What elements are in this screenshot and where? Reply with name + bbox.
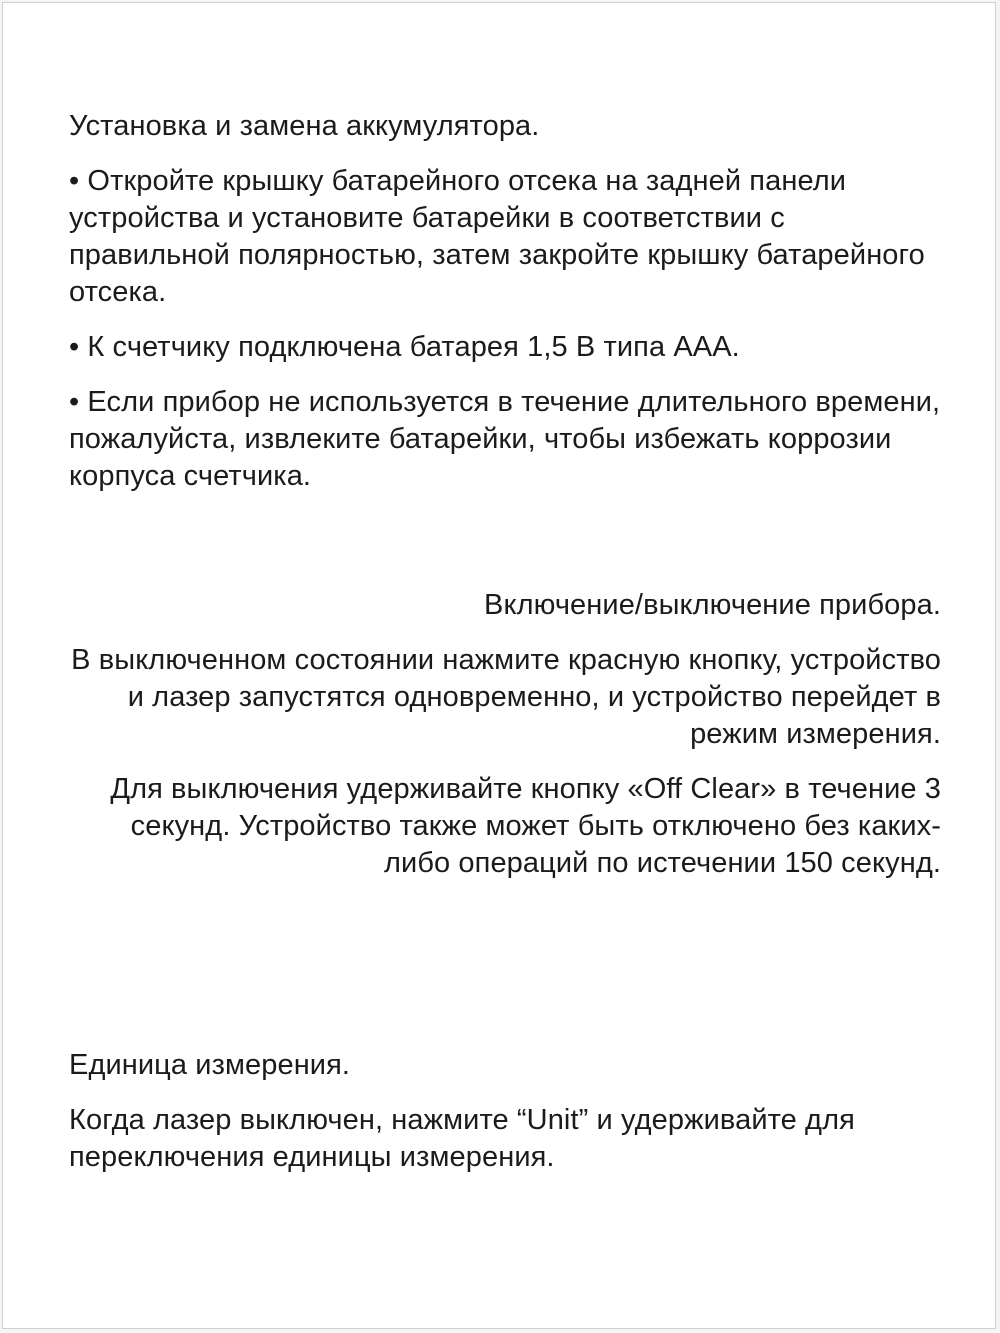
power-heading: Включение/выключение прибора. <box>484 589 941 621</box>
unit-section <box>69 1047 941 1176</box>
unit-paragraph: Когда лазер выключен, нажмите “Unit” и удерживайте для переключения единицы измерения. <box>69 1104 855 1173</box>
battery-bullet-removal: • Если прибор не используется в течение длительного времени, пожалуйста, извлеките батарейки, чтобы избежать коррозии корпуса счетчика. <box>69 386 941 492</box>
battery-bullet-polarity: • Откройте крышку батарейного отсека на задней панели устройства и установите батарейки в соответствии с правильной полярностью, затем закройте крышку батарейного отсека. <box>69 165 925 308</box>
battery-bullet-type: • К счетчику подключена батарея 1,5 В типа AAA. <box>69 331 740 363</box>
battery-heading: Установка и замена аккумулятора. <box>69 110 540 142</box>
power-on-paragraph: В выключенном состоянии нажмите красную кнопку, устройство и лазер запустятся одновременно, и устройство перейдет в режим измерения. <box>71 644 941 750</box>
power-off-paragraph: Для выключения удерживайте кнопку «Off Clear» в течение 3 секунд. Устройство также может быть отключено без каких-либо операций по истечении 150 секунд. <box>110 773 941 879</box>
instruction-page <box>2 2 996 1329</box>
unit-heading: Единица измерения. <box>69 1049 351 1081</box>
battery-section <box>69 108 941 495</box>
power-section <box>69 587 941 882</box>
